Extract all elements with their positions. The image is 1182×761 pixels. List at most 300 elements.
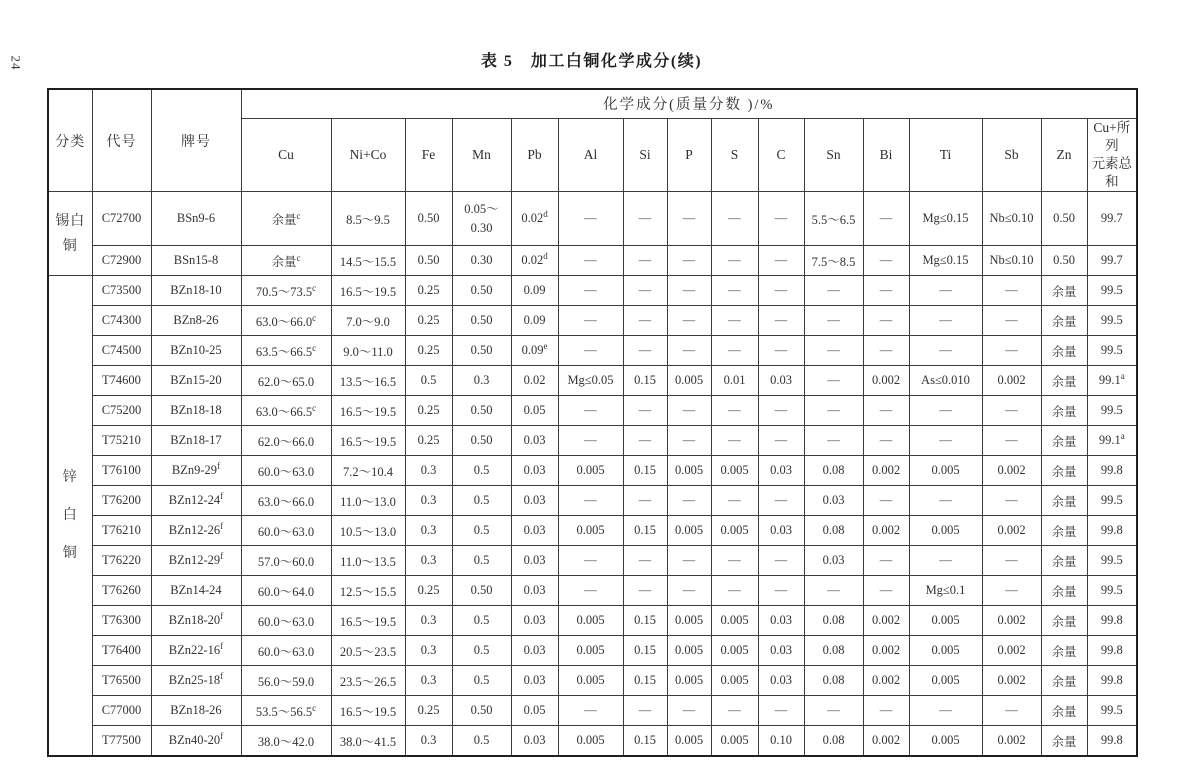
value-cell-Fe: 0.25 xyxy=(405,696,452,726)
value-cell-Sb: — xyxy=(982,696,1041,726)
value-cell-Al: — xyxy=(558,306,623,336)
value-cell-Cu: 53.5～56.5$^c$ xyxy=(241,696,331,726)
value-cell-Sn: 0.08 xyxy=(804,726,863,756)
value-cell-Al: 0.005 xyxy=(558,606,623,636)
value-cell-Ti: — xyxy=(909,396,982,426)
value-cell-C: — xyxy=(758,246,804,276)
value-cell-Ni-Co: 12.5～15.5 xyxy=(331,576,405,606)
value-cell-Bi: — xyxy=(863,396,909,426)
value-cell-S: — xyxy=(711,246,758,276)
header-element-Al: Al xyxy=(558,118,623,192)
value-cell-Ni-Co: 13.5～16.5 xyxy=(331,366,405,396)
value-cell-C: — xyxy=(758,576,804,606)
code-cell: T77500 xyxy=(92,726,151,756)
value-cell-Mn: 0.5 xyxy=(452,486,511,516)
value-cell-total: 99.8 xyxy=(1087,666,1137,696)
value-cell-Sb: — xyxy=(982,306,1041,336)
value-cell-S: — xyxy=(711,696,758,726)
value-cell-total: 99.5 xyxy=(1087,276,1137,306)
value-cell-Ni-Co: 16.5～19.5 xyxy=(331,396,405,426)
value-cell-Bi: — xyxy=(863,486,909,516)
value-cell-Fe: 0.3 xyxy=(405,486,452,516)
value-cell-Fe: 0.5 xyxy=(405,366,452,396)
value-cell-Fe: 0.3 xyxy=(405,456,452,486)
value-cell-total: 99.8 xyxy=(1087,726,1137,756)
table-row xyxy=(48,306,1137,336)
value-cell-Al: — xyxy=(558,192,623,246)
grade-cell: BZn15-20 xyxy=(151,366,241,396)
value-cell-Sn: — xyxy=(804,426,863,456)
grade-cell: BZn10-25 xyxy=(151,336,241,366)
table-row xyxy=(48,426,1137,456)
grade-cell: BZn8-26 xyxy=(151,306,241,336)
grade-cell: BZn18-10 xyxy=(151,276,241,306)
value-cell-C: 0.03 xyxy=(758,666,804,696)
value-cell-Mn: 0.50 xyxy=(452,576,511,606)
value-cell-Al: 0.005 xyxy=(558,666,623,696)
value-cell-Fe: 0.50 xyxy=(405,246,452,276)
value-cell-Pb: 0.03 xyxy=(511,576,558,606)
value-cell-Sb: 0.002 xyxy=(982,726,1041,756)
value-cell-S: — xyxy=(711,306,758,336)
value-cell-Zn: 余量 xyxy=(1041,336,1087,366)
value-cell-total: 99.5 xyxy=(1087,696,1137,726)
value-cell-C: — xyxy=(758,306,804,336)
value-cell-Sb: Nb≤0.10 xyxy=(982,246,1041,276)
value-cell-Zn: 余量 xyxy=(1041,366,1087,396)
value-cell-Cu: 57.0～60.0 xyxy=(241,546,331,576)
value-cell-C: 0.03 xyxy=(758,516,804,546)
value-cell-Zn: 余量 xyxy=(1041,696,1087,726)
value-cell-Zn: 余量 xyxy=(1041,576,1087,606)
value-cell-Zn: 余量 xyxy=(1041,486,1087,516)
value-cell-Zn: 余量 xyxy=(1041,726,1087,756)
value-cell-Si: — xyxy=(623,696,667,726)
value-cell-P: — xyxy=(667,696,711,726)
value-cell-Mn: 0.50 xyxy=(452,696,511,726)
value-cell-Sb: 0.002 xyxy=(982,456,1041,486)
grade-cell: BZn14-24 xyxy=(151,576,241,606)
value-cell-Zn: 余量 xyxy=(1041,306,1087,336)
value-cell-Fe: 0.3 xyxy=(405,546,452,576)
value-cell-Cu: 60.0～63.0 xyxy=(241,636,331,666)
value-cell-C: — xyxy=(758,336,804,366)
table-row xyxy=(48,396,1137,426)
value-cell-Sn: — xyxy=(804,576,863,606)
value-cell-Sb: — xyxy=(982,396,1041,426)
value-cell-P: 0.005 xyxy=(667,456,711,486)
value-cell-Al: 0.005 xyxy=(558,456,623,486)
value-cell-Bi: — xyxy=(863,276,909,306)
value-cell-Pb: 0.03 xyxy=(511,546,558,576)
value-cell-Cu: 56.0～59.0 xyxy=(241,666,331,696)
value-cell-Al: 0.005 xyxy=(558,726,623,756)
value-cell-total: 99.7 xyxy=(1087,192,1137,246)
header-element-C: C xyxy=(758,118,804,192)
value-cell-Ti: — xyxy=(909,336,982,366)
header-element-Cu: Cu xyxy=(241,118,331,192)
value-cell-Ti: 0.005 xyxy=(909,636,982,666)
value-cell-P: 0.005 xyxy=(667,636,711,666)
value-cell-P: 0.005 xyxy=(667,516,711,546)
value-cell-Sn: — xyxy=(804,366,863,396)
header-code: 代号 xyxy=(92,89,151,192)
value-cell-Bi: 0.002 xyxy=(863,366,909,396)
value-cell-P: 0.005 xyxy=(667,666,711,696)
code-cell: T76100 xyxy=(92,456,151,486)
value-cell-Ti: — xyxy=(909,696,982,726)
value-cell-S: — xyxy=(711,336,758,366)
value-cell-Sb: 0.002 xyxy=(982,366,1041,396)
table-header xyxy=(48,89,1137,192)
code-cell: T76500 xyxy=(92,666,151,696)
value-cell-total: 99.5 xyxy=(1087,336,1137,366)
value-cell-Mn: 0.3 xyxy=(452,366,511,396)
value-cell-Mn: 0.5 xyxy=(452,456,511,486)
grade-cell: BZn40-20$^f$ xyxy=(151,726,241,756)
value-cell-Sn: 0.03 xyxy=(804,546,863,576)
value-cell-P: — xyxy=(667,486,711,516)
value-cell-C: — xyxy=(758,546,804,576)
value-cell-Sb: — xyxy=(982,486,1041,516)
value-cell-total: 99.5 xyxy=(1087,546,1137,576)
value-cell-Sn: 0.08 xyxy=(804,606,863,636)
value-cell-Ni-Co: 10.5～13.0 xyxy=(331,516,405,546)
grade-cell: BZn25-18$^f$ xyxy=(151,666,241,696)
header-element-Pb: Pb xyxy=(511,118,558,192)
value-cell-P: 0.005 xyxy=(667,726,711,756)
value-cell-Al: — xyxy=(558,276,623,306)
grade-cell: BZn18-17 xyxy=(151,426,241,456)
value-cell-Si: — xyxy=(623,546,667,576)
value-cell-Pb: 0.02$^d$ xyxy=(511,192,558,246)
value-cell-C: 0.10 xyxy=(758,726,804,756)
value-cell-Sb: 0.002 xyxy=(982,636,1041,666)
value-cell-Pb: 0.03 xyxy=(511,516,558,546)
value-cell-Si: — xyxy=(623,276,667,306)
value-cell-Ni-Co: 8.5～9.5 xyxy=(331,192,405,246)
value-cell-total: 99.8 xyxy=(1087,636,1137,666)
value-cell-Zn: 余量 xyxy=(1041,276,1087,306)
value-cell-Zn: 余量 xyxy=(1041,606,1087,636)
value-cell-Sn: 0.08 xyxy=(804,666,863,696)
value-cell-Pb: 0.03 xyxy=(511,606,558,636)
value-cell-P: — xyxy=(667,336,711,366)
header-element-Ti: Ti xyxy=(909,118,982,192)
value-cell-Sb: — xyxy=(982,546,1041,576)
value-cell-P: — xyxy=(667,306,711,336)
value-cell-Ti: As≤0.010 xyxy=(909,366,982,396)
table-row xyxy=(48,516,1137,546)
grade-cell: BZn12-26$^f$ xyxy=(151,516,241,546)
value-cell-P: 0.005 xyxy=(667,366,711,396)
value-cell-Pb: 0.03 xyxy=(511,726,558,756)
value-cell-Sb: — xyxy=(982,276,1041,306)
value-cell-C: — xyxy=(758,486,804,516)
header-element-Zn: Zn xyxy=(1041,118,1087,192)
grade-cell: BZn18-20$^f$ xyxy=(151,606,241,636)
value-cell-Fe: 0.25 xyxy=(405,336,452,366)
grade-cell: BZn12-24$^f$ xyxy=(151,486,241,516)
value-cell-Bi: 0.002 xyxy=(863,606,909,636)
value-cell-Sn: — xyxy=(804,306,863,336)
header-element-Sn: Sn xyxy=(804,118,863,192)
value-cell-Pb: 0.05 xyxy=(511,696,558,726)
value-cell-Si: — xyxy=(623,576,667,606)
value-cell-Ti: — xyxy=(909,426,982,456)
value-cell-Mn: 0.50 xyxy=(452,336,511,366)
table-row xyxy=(48,546,1137,576)
value-cell-Mn: 0.5 xyxy=(452,726,511,756)
value-cell-Ni-Co: 7.0～9.0 xyxy=(331,306,405,336)
composition-table xyxy=(47,88,1138,757)
value-cell-Cu: 60.0～63.0 xyxy=(241,456,331,486)
value-cell-Pb: 0.09 xyxy=(511,276,558,306)
value-cell-total: 99.1$^a$ xyxy=(1087,366,1137,396)
value-cell-Mn: 0.5 xyxy=(452,516,511,546)
table-row xyxy=(48,336,1137,366)
value-cell-Si: — xyxy=(623,246,667,276)
grade-cell: BSn9-6 xyxy=(151,192,241,246)
value-cell-Ti: Mg≤0.1 xyxy=(909,576,982,606)
page-title: 表 5 加工白铜化学成分(续) xyxy=(480,53,703,70)
value-cell-P: — xyxy=(667,276,711,306)
category-cell: 锡白 铜 xyxy=(48,192,92,276)
value-cell-Ti: 0.005 xyxy=(909,666,982,696)
value-cell-Al: — xyxy=(558,546,623,576)
value-cell-S: 0.005 xyxy=(711,726,758,756)
value-cell-total: 99.1$^a$ xyxy=(1087,426,1137,456)
code-cell: T76260 xyxy=(92,576,151,606)
value-cell-Sn: — xyxy=(804,336,863,366)
value-cell-P: — xyxy=(667,192,711,246)
value-cell-C: — xyxy=(758,396,804,426)
value-cell-S: — xyxy=(711,486,758,516)
value-cell-total: 99.7 xyxy=(1087,246,1137,276)
value-cell-Ni-Co: 23.5～26.5 xyxy=(331,666,405,696)
value-cell-Sn: 5.5～6.5 xyxy=(804,192,863,246)
value-cell-S: — xyxy=(711,426,758,456)
value-cell-Pb: 0.09e xyxy=(511,336,558,366)
page-number: 24 xyxy=(8,55,24,71)
header-element-Si: Si xyxy=(623,118,667,192)
value-cell-Si: — xyxy=(623,192,667,246)
value-cell-Al: — xyxy=(558,576,623,606)
value-cell-Ni-Co: 16.5～19.5 xyxy=(331,426,405,456)
grade-cell: BSn15-8 xyxy=(151,246,241,276)
header-total: Cu+所列 元素总和 xyxy=(1087,118,1137,192)
value-cell-P: — xyxy=(667,246,711,276)
grade-cell: BZn22-16$^f$ xyxy=(151,636,241,666)
code-cell: C74300 xyxy=(92,306,151,336)
value-cell-Mn: 0.50 xyxy=(452,276,511,306)
value-cell-S: — xyxy=(711,192,758,246)
value-cell-S: 0.005 xyxy=(711,456,758,486)
value-cell-Sn: 7.5～8.5 xyxy=(804,246,863,276)
table-row xyxy=(48,486,1137,516)
value-cell-Cu: 62.0～66.0 xyxy=(241,426,331,456)
value-cell-Si: 0.15 xyxy=(623,516,667,546)
value-cell-Ni-Co: 38.0～41.5 xyxy=(331,726,405,756)
table-row xyxy=(48,576,1137,606)
value-cell-Sn: 0.08 xyxy=(804,456,863,486)
value-cell-total: 99.8 xyxy=(1087,606,1137,636)
value-cell-C: — xyxy=(758,426,804,456)
value-cell-Fe: 0.3 xyxy=(405,666,452,696)
value-cell-S: 0.01 xyxy=(711,366,758,396)
value-cell-Sn: — xyxy=(804,276,863,306)
value-cell-Sb: — xyxy=(982,336,1041,366)
value-cell-Mn: 0.5 xyxy=(452,666,511,696)
table-row xyxy=(48,246,1137,276)
value-cell-Pb: 0.03 xyxy=(511,636,558,666)
code-cell: C75200 xyxy=(92,396,151,426)
value-cell-Sn: — xyxy=(804,396,863,426)
value-cell-Fe: 0.3 xyxy=(405,606,452,636)
value-cell-total: 99.5 xyxy=(1087,306,1137,336)
code-cell: T76210 xyxy=(92,516,151,546)
value-cell-S: — xyxy=(711,576,758,606)
value-cell-Sn: 0.08 xyxy=(804,636,863,666)
value-cell-Pb: 0.05 xyxy=(511,396,558,426)
value-cell-Bi: 0.002 xyxy=(863,666,909,696)
value-cell-S: — xyxy=(711,546,758,576)
value-cell-total: 99.5 xyxy=(1087,486,1137,516)
code-cell: T76400 xyxy=(92,636,151,666)
value-cell-Bi: 0.002 xyxy=(863,456,909,486)
value-cell-Bi: — xyxy=(863,306,909,336)
value-cell-Fe: 0.25 xyxy=(405,426,452,456)
value-cell-Ti: Mg≤0.15 xyxy=(909,246,982,276)
value-cell-C: 0.03 xyxy=(758,456,804,486)
table-row xyxy=(48,366,1137,396)
value-cell-Ni-Co: 9.0～11.0 xyxy=(331,336,405,366)
value-cell-Bi: — xyxy=(863,246,909,276)
table-row xyxy=(48,636,1137,666)
category-cell: 锌 白 铜 xyxy=(48,276,92,756)
value-cell-Si: — xyxy=(623,486,667,516)
value-cell-Mn: 0.5 xyxy=(452,636,511,666)
value-cell-Ti: 0.005 xyxy=(909,606,982,636)
value-cell-Ni-Co: 16.5～19.5 xyxy=(331,696,405,726)
value-cell-Fe: 0.25 xyxy=(405,576,452,606)
value-cell-Cu: 62.0～65.0 xyxy=(241,366,331,396)
value-cell-Zn: 余量 xyxy=(1041,396,1087,426)
value-cell-C: — xyxy=(758,276,804,306)
table-row xyxy=(48,666,1137,696)
code-cell: T76220 xyxy=(92,546,151,576)
value-cell-Mn: 0.5 xyxy=(452,606,511,636)
value-cell-Si: — xyxy=(623,396,667,426)
value-cell-Al: — xyxy=(558,396,623,426)
value-cell-S: 0.005 xyxy=(711,666,758,696)
value-cell-Ti: 0.005 xyxy=(909,516,982,546)
table-row xyxy=(48,276,1137,306)
value-cell-Ni-Co: 7.2～10.4 xyxy=(331,456,405,486)
value-cell-Sb: Nb≤0.10 xyxy=(982,192,1041,246)
value-cell-Al: — xyxy=(558,426,623,456)
value-cell-S: — xyxy=(711,396,758,426)
value-cell-Sn: 0.08 xyxy=(804,516,863,546)
value-cell-Zn: 余量 xyxy=(1041,426,1087,456)
value-cell-Pb: 0.03 xyxy=(511,456,558,486)
value-cell-Sb: 0.002 xyxy=(982,516,1041,546)
value-cell-Bi: — xyxy=(863,696,909,726)
value-cell-Al: 0.005 xyxy=(558,636,623,666)
value-cell-Bi: — xyxy=(863,336,909,366)
value-cell-C: — xyxy=(758,192,804,246)
value-cell-Ni-Co: 16.5～19.5 xyxy=(331,606,405,636)
value-cell-S: — xyxy=(711,276,758,306)
code-cell: T76200 xyxy=(92,486,151,516)
value-cell-Mn: 0.50 xyxy=(452,426,511,456)
value-cell-Ti: — xyxy=(909,276,982,306)
value-cell-Al: Mg≤0.05 xyxy=(558,366,623,396)
value-cell-Fe: 0.25 xyxy=(405,306,452,336)
value-cell-Ni-Co: 16.5～19.5 xyxy=(331,276,405,306)
value-cell-P: — xyxy=(667,576,711,606)
header-composition: 化学成分(质量分数 )/% xyxy=(241,89,1137,118)
value-cell-Sb: 0.002 xyxy=(982,666,1041,696)
value-cell-Fe: 0.25 xyxy=(405,396,452,426)
value-cell-Sb: — xyxy=(982,576,1041,606)
value-cell-Mn: 0.50 xyxy=(452,396,511,426)
value-cell-Al: — xyxy=(558,336,623,366)
code-cell: C72900 xyxy=(92,246,151,276)
header-element-Ni-Co: Ni+Co xyxy=(331,118,405,192)
code-cell: C73500 xyxy=(92,276,151,306)
code-cell: T75210 xyxy=(92,426,151,456)
value-cell-Mn: 0.50 xyxy=(452,306,511,336)
value-cell-Mn: 0.05～ 0.30 xyxy=(452,192,511,246)
value-cell-Cu: 60.0～64.0 xyxy=(241,576,331,606)
value-cell-Sb: — xyxy=(982,426,1041,456)
value-cell-S: 0.005 xyxy=(711,516,758,546)
value-cell-Cu: 70.5～73.5$^c$ xyxy=(241,276,331,306)
value-cell-Ti: — xyxy=(909,546,982,576)
value-cell-Bi: 0.002 xyxy=(863,516,909,546)
value-cell-Fe: 0.3 xyxy=(405,516,452,546)
table-row xyxy=(48,696,1137,726)
value-cell-Cu: 60.0～63.0 xyxy=(241,516,331,546)
value-cell-Pb: 0.03 xyxy=(511,486,558,516)
value-cell-Cu: 60.0～63.0 xyxy=(241,606,331,636)
table-row xyxy=(48,606,1137,636)
value-cell-Zn: 余量 xyxy=(1041,666,1087,696)
value-cell-total: 99.5 xyxy=(1087,396,1137,426)
value-cell-C: — xyxy=(758,696,804,726)
value-cell-Cu: 38.0～42.0 xyxy=(241,726,331,756)
value-cell-C: 0.03 xyxy=(758,636,804,666)
value-cell-Mn: 0.30 xyxy=(452,246,511,276)
value-cell-P: — xyxy=(667,546,711,576)
table-body xyxy=(48,192,1137,756)
value-cell-Ni-Co: 11.0～13.0 xyxy=(331,486,405,516)
value-cell-Bi: — xyxy=(863,546,909,576)
value-cell-Si: — xyxy=(623,306,667,336)
value-cell-Sn: 0.03 xyxy=(804,486,863,516)
value-cell-Al: — xyxy=(558,486,623,516)
value-cell-Al: — xyxy=(558,246,623,276)
value-cell-P: 0.005 xyxy=(667,606,711,636)
value-cell-Ni-Co: 14.5～15.5 xyxy=(331,246,405,276)
table-row xyxy=(48,456,1137,486)
value-cell-Ni-Co: 11.0～13.5 xyxy=(331,546,405,576)
header-row-composition xyxy=(48,89,1137,118)
value-cell-total: 99.8 xyxy=(1087,516,1137,546)
value-cell-Cu: 63.0～66.0 xyxy=(241,486,331,516)
table-row xyxy=(48,726,1137,756)
